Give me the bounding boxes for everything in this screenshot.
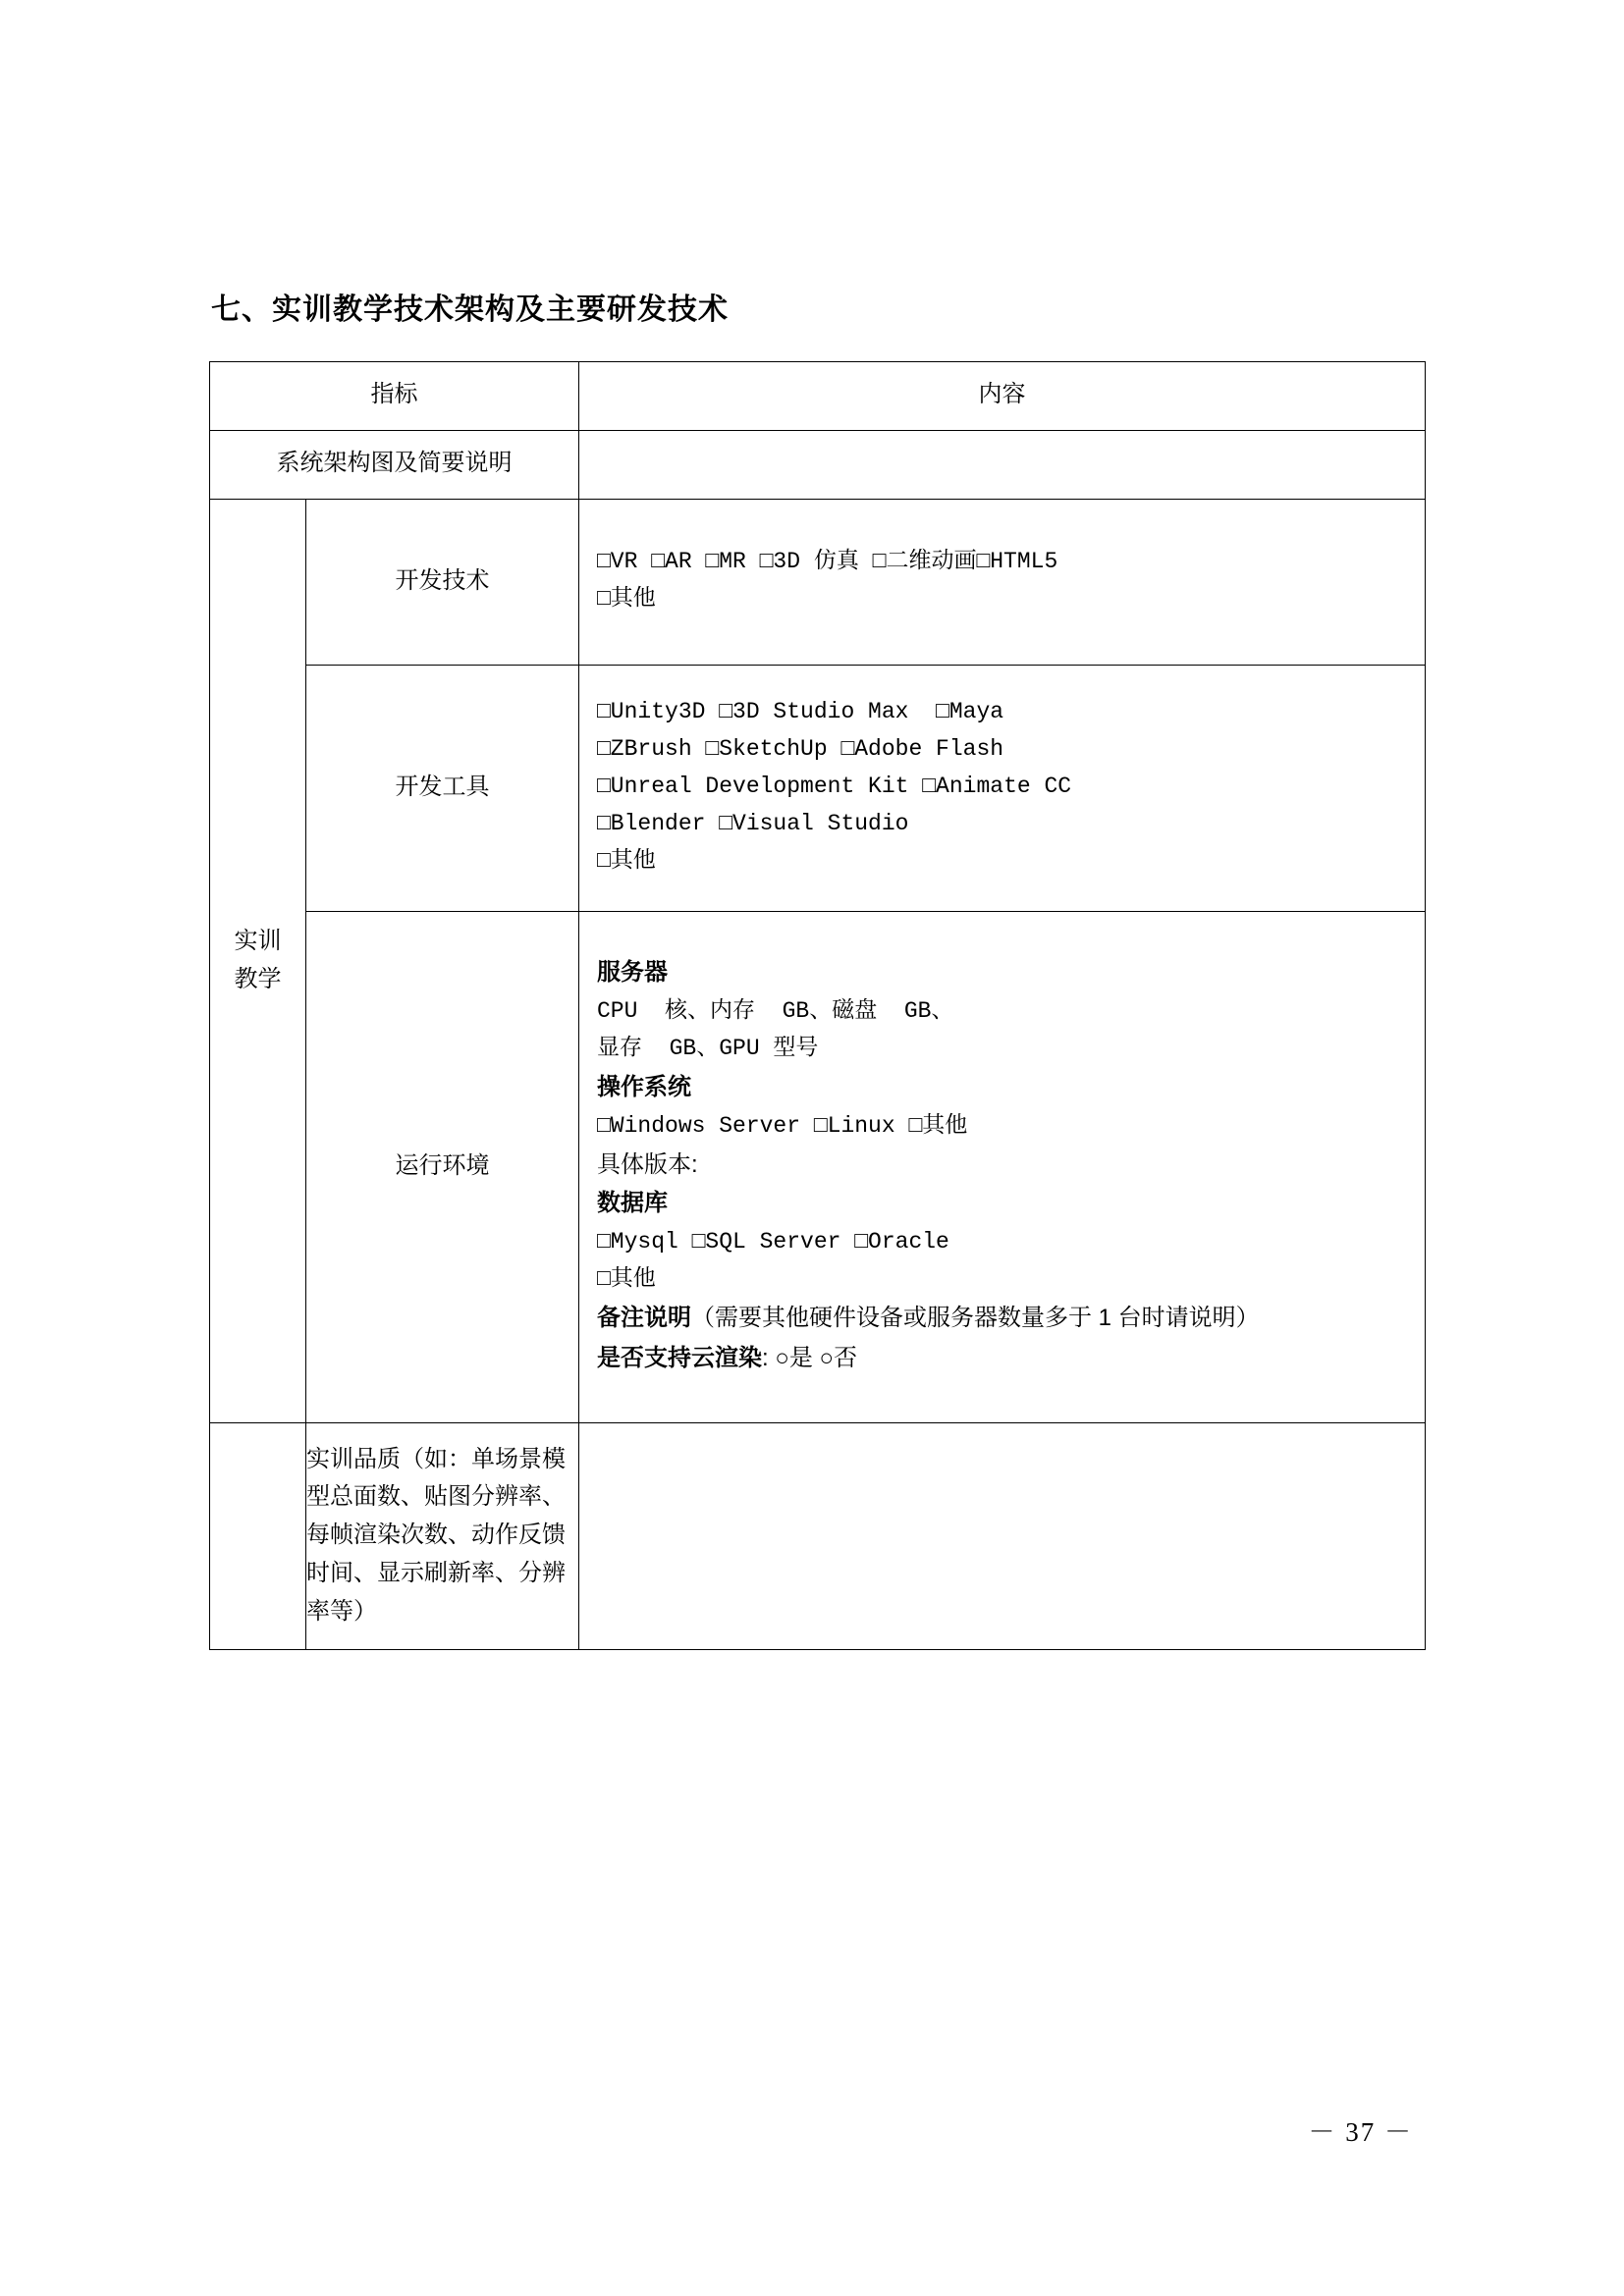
table-row-dev-tech — [210, 499, 1426, 665]
dev-tech-line-2: □其他 — [597, 585, 656, 612]
table-row-architecture — [210, 430, 1426, 499]
row-label-architecture: 系统架构图及简要说明 — [210, 430, 579, 499]
dev-tools-line-4: □Blender □Visual Studio — [597, 810, 909, 836]
runtime-remark-text: （需要其他硬件设备或服务器数量多于 1 台时请说明） — [691, 1304, 1260, 1331]
runtime-remark-title: 备注说明 — [597, 1304, 691, 1331]
page-number: － 37 － — [1308, 2117, 1413, 2147]
runtime-remark — [597, 1299, 1407, 1339]
row-value-quality[interactable] — [579, 1422, 1426, 1649]
row-value-runtime[interactable] — [579, 911, 1426, 1422]
row-value-architecture[interactable] — [579, 430, 1426, 499]
dev-tools-line-1: □Unity3D □3D Studio Max □Maya — [597, 698, 1004, 724]
header-content: 内容 — [579, 362, 1426, 431]
row-label-dev-tech: 开发技术 — [306, 499, 579, 665]
row-label-quality: 实训品质（如：单场景模型总面数、贴图分辨率、每帧渲染次数、动作反馈时间、显示刷新率、分辨率等） — [306, 1422, 579, 1649]
row-group-label-training: 实训 教学 — [210, 499, 306, 1422]
dev-tools-line-3: □Unreal Development Kit □Animate CC — [597, 773, 1072, 799]
runtime-os-line-1: □Windows Server □Linux □其他 — [597, 1112, 968, 1139]
row-spacer-left — [210, 1422, 306, 1649]
runtime-db-title: 数据库 — [597, 1190, 668, 1217]
runtime-server-line-2: 显存 GB、GPU 型号 — [597, 1035, 819, 1061]
row-value-dev-tech[interactable] — [579, 499, 1426, 665]
row-value-dev-tools[interactable] — [579, 665, 1426, 911]
dev-tools-line-2: □ZBrush □SketchUp □Adobe Flash — [597, 735, 1004, 762]
row-label-dev-tools: 开发工具 — [306, 665, 579, 911]
dev-tools-line-5: □其他 — [597, 847, 656, 874]
runtime-os-version: 具体版本: — [597, 1150, 698, 1178]
table-row-quality — [210, 1422, 1426, 1649]
section-heading: 七、实训教学技术架构及主要研发技术 — [211, 294, 729, 326]
runtime-cloud-title: 是否支持云渲染 — [597, 1344, 762, 1371]
runtime-os-title: 操作系统 — [597, 1073, 691, 1100]
header-indicator: 指标 — [210, 362, 579, 431]
table-header-row — [210, 362, 1426, 431]
runtime-db-line-1: □Mysql □SQL Server □Oracle — [597, 1228, 949, 1255]
runtime-server-title: 服务器 — [597, 959, 668, 987]
dev-tech-line-1: □VR □AR □MR □3D 仿真 □二维动画□HTML5 — [597, 548, 1058, 574]
runtime-cloud-options[interactable]: : ○是 ○否 — [762, 1344, 857, 1371]
runtime-db-line-2: □其他 — [597, 1265, 656, 1292]
page-content — [209, 285, 1427, 1650]
tech-architecture-table — [209, 361, 1426, 1650]
table-row-runtime — [210, 911, 1426, 1422]
table-row-dev-tools — [210, 665, 1426, 911]
runtime-server-line-1: CPU 核、内存 GB、磁盘 GB、 — [597, 997, 954, 1024]
runtime-cloud-render — [597, 1339, 1407, 1379]
row-label-runtime: 运行环境 — [306, 911, 579, 1422]
